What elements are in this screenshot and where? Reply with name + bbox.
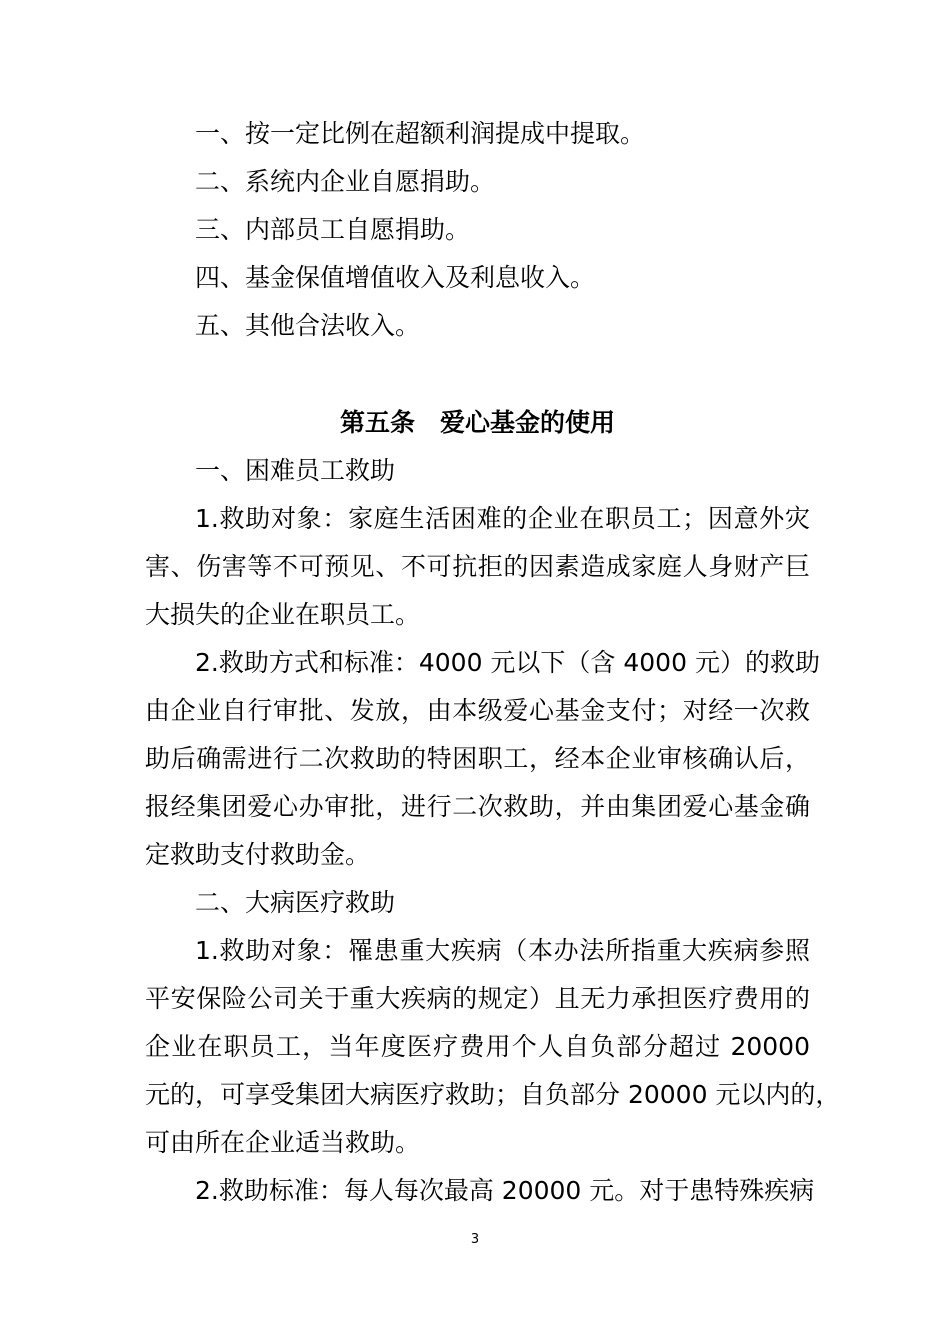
section-title: 二、大病医疗救助: [195, 888, 396, 917]
paragraph-line: 大损失的企业在职员工。: [145, 600, 421, 629]
paragraph-line: 1.救助对象：家庭生活困难的企业在职员工；因意外灾: [195, 504, 810, 533]
paragraph-line: 2.救助标准：每人每次最高 20000 元。对于患特殊疾病: [195, 1176, 815, 1205]
article-heading: 第五条 爱心基金的使用: [339, 408, 615, 437]
paragraph-line: 企业在职员工，当年度医疗费用个人自负部分超过 20000: [145, 1032, 810, 1061]
source-item-3: 三、内部员工自愿捐助。: [195, 215, 471, 244]
source-item-1: 一、按一定比例在超额利润提成中提取。: [195, 119, 646, 148]
paragraph-line: 由企业自行审批、发放，由本级爱心基金支付；对经一次救: [145, 696, 810, 725]
source-item-4: 四、基金保值增值收入及利息收入。: [195, 263, 596, 292]
page-number: 3: [470, 1232, 480, 1247]
paragraph-line: 报经集团爱心办审批，进行二次救助，并由集团爱心基金确: [145, 792, 810, 821]
section-title: 一、困难员工救助: [195, 456, 396, 485]
paragraph-line: 助后确需进行二次救助的特困职工，经本企业审核确认后，: [145, 744, 810, 773]
document-page: [145, 110, 841, 1215]
paragraph-line: 2.救助方式和标准：4000 元以下（含 4000 元）的救助: [195, 648, 820, 677]
blank-line: [145, 350, 810, 399]
paragraph-line: 元的，可享受集团大病医疗救助；自负部分 20000 元以内的，: [145, 1080, 841, 1109]
paragraph-line: 害、伤害等不可预见、不可抗拒的因素造成家庭人身财产巨: [145, 552, 810, 581]
source-item-5: 五、其他合法收入。: [195, 311, 421, 340]
paragraph-line: 定救助支付救助金。: [145, 840, 371, 869]
source-item-2: 二、系统内企业自愿捐助。: [195, 167, 496, 196]
paragraph-line: 可由所在企业适当救助。: [145, 1128, 421, 1157]
paragraph-line: 1.救助对象：罹患重大疾病（本办法所指重大疾病参照: [195, 936, 810, 965]
paragraph-line: 平安保险公司关于重大疾病的规定）且无力承担医疗费用的: [145, 984, 810, 1013]
